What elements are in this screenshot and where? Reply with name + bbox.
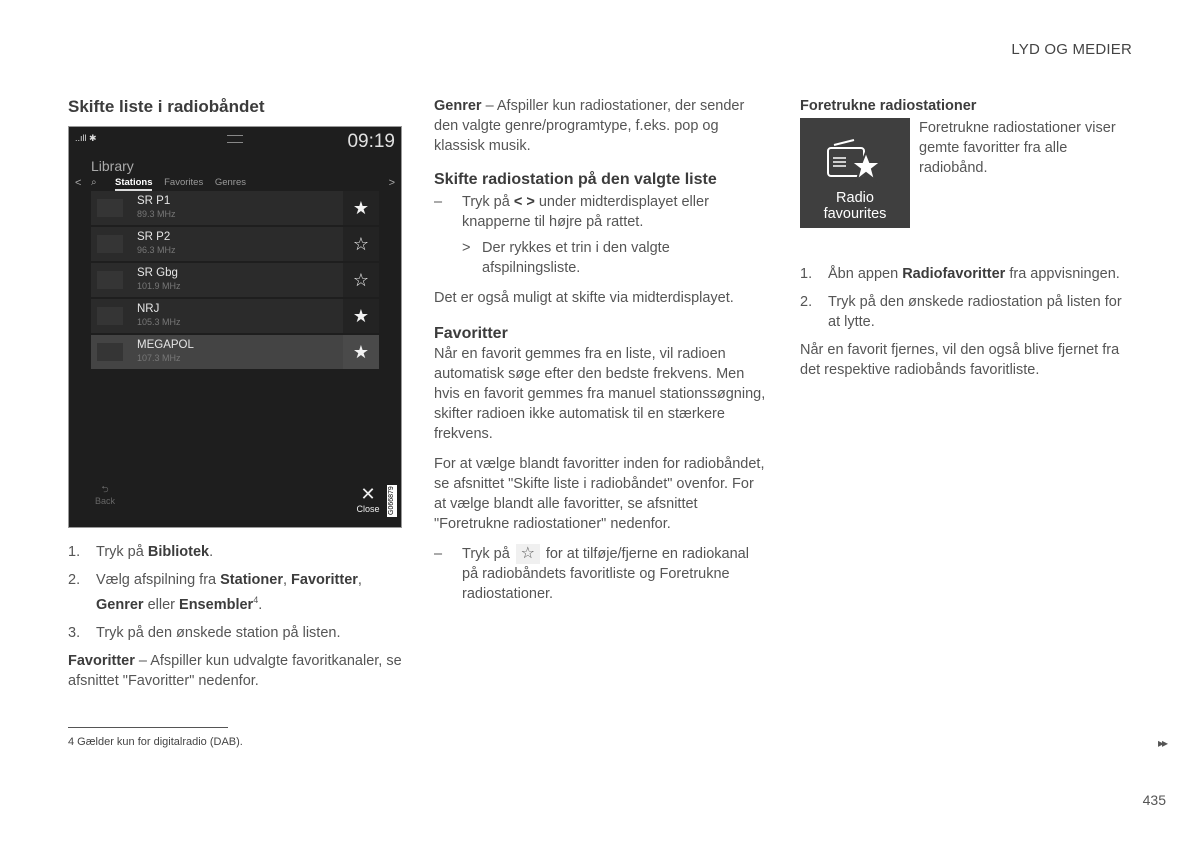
close-icon: ✕ [360,484,376,504]
station-frequency: 105.3 MHz [137,317,181,327]
icon-label-favourites: favourites [823,206,887,222]
search-icon: ⌕ [91,177,97,188]
tab-stations: Stations [115,177,152,191]
station-frequency: 89.3 MHz [137,209,176,219]
status-bar [69,127,401,153]
footnote: 4 Gælder kun for digitalradio (DAB). [68,736,243,748]
paragraph-favorites-1: Når en favorit gemmes fra en liste, vil radioen automatisk søge efter den bedste frekvens. Men hvis en favorit gemmes fra manuel stationssøgning, skifter radioen ikke automatisk til en stærkere frekvens. [434,346,766,442]
column-right [800,96,1134,390]
station-name: SR P1 [137,195,171,207]
station-row [91,263,379,297]
instruction-item: – Tryk på ☆ for at tilføje/fjerne en radiokanal på radiobåndets favoritliste og Foretrukne radiostationer. [434,545,749,603]
steps-list [800,264,1134,332]
station-thumbnail [97,235,123,253]
radio-favourites-app-icon [800,118,910,228]
list-item: 2. Vælg afspilning fra Stationer, Favoritter, Genrer eller Ensembler$^4$. [68,572,362,613]
back-label: Back [94,496,115,506]
station-list [91,191,379,371]
star-outline-icon: ☆ [343,263,379,297]
station-thumbnail [97,271,123,289]
radio-favourites-block [800,118,1134,230]
station-frequency: 96.3 MHz [137,245,176,255]
back-arrow-icon: ⮌ [101,484,109,494]
list-item: 3. Tryk på den ønskede station på listen. [68,624,341,641]
favorites-description: Favoritter – Afspiller kun udvalgte favoritkanaler, se afsnittet "Favoritter" nedenfor. [68,652,402,689]
center-display-screenshot [68,126,402,528]
heading-favorites: Favoritter [434,325,508,342]
genres-description: Genrer – Afspiller kun radiostationer, der sender den valgte genre/programtype, f.eks. pop og klassisk musik. [434,98,745,154]
back-button-area [83,483,127,517]
station-name: NRJ [137,303,160,315]
paragraph-remove-favorite: Når en favorit fjernes, vil den også blive fjernet fra det respektive radiobånds favoritliste. [800,342,1120,378]
section-title-switch-list: Skifte liste i radiobåndet [68,97,265,116]
column-middle [434,96,768,610]
heading-favourite-stations: Foretrukne radiostationer [800,98,977,114]
tab-favorites: Favorites [164,177,204,188]
star-filled-icon: ★ [343,191,379,225]
star-outline-icon: ☆ [343,227,379,261]
paragraph-favorites-2: For at vælge blandt favoritter inden for radiobåndet, se afsnittet "Skifte liste i radiobåndet" ovenfor. For at vælge blandt alle favoritter, se afsnittet "Foretrukne radiostationer" nedenfor. [434,456,765,532]
clock: 09:19 [347,131,395,152]
footnote-divider [68,727,228,728]
station-name: MEGAPOL [137,339,194,351]
paragraph-center-display: Det er også muligt at skifte via midterdisplayet. [434,290,734,306]
heading-switch-station: Skifte radiostation på den valgte liste [434,171,717,188]
icon-label-radio: Radio [836,190,874,206]
star-outline-icon: ☆ [516,544,540,564]
instruction-result: > Der rykkes et trin i den valgte afspilningsliste. [462,240,670,276]
station-row [91,227,379,261]
signal-icon: ..ıll ✱ [75,133,97,143]
column-left [68,96,402,701]
section-header: LYD OG MEDIER [1011,41,1132,58]
list-item: 2. Tryk på den ønskede radiostation på listen for at lytte. [800,294,1122,330]
library-title: Library [91,158,134,174]
instruction-item: – Tryk på < > under midterdisplayet eller knapperne til højre på rattet. [434,194,709,230]
station-row [91,191,379,225]
close-button-area [353,485,383,515]
continue-arrows-icon: ▸▸ [1157,736,1166,750]
star-filled-icon: ★ [343,335,379,369]
close-label: Close [356,504,380,514]
chevron-left-icon: < [75,177,82,189]
station-thumbnail [97,199,123,217]
station-name: SR P2 [137,231,171,243]
station-name: SR Gbg [137,267,178,279]
station-thumbnail [97,343,123,361]
station-row-selected [91,335,379,369]
image-code: G066879 [388,486,395,516]
list-item: 1. Tryk på Bibliotek. [68,544,214,560]
steps-list [68,542,402,643]
tab-genres: Genres [214,177,246,188]
favourites-description: Foretrukne radiostationer viser gemte favoritter fra alle radiobånd. [919,120,1116,176]
station-frequency: 101.9 MHz [137,281,181,291]
library-tabs [115,173,255,193]
star-filled-icon: ★ [343,299,379,333]
page-number: 435 [1142,792,1166,808]
chevron-right-icon: > [388,177,395,189]
list-item: 1. Åbn appen Radiofavoritter fra appvisningen. [800,266,1120,282]
station-frequency: 107.3 MHz [137,353,181,363]
station-row [91,299,379,333]
pull-down-handle-icon [227,135,243,143]
station-thumbnail [97,307,123,325]
